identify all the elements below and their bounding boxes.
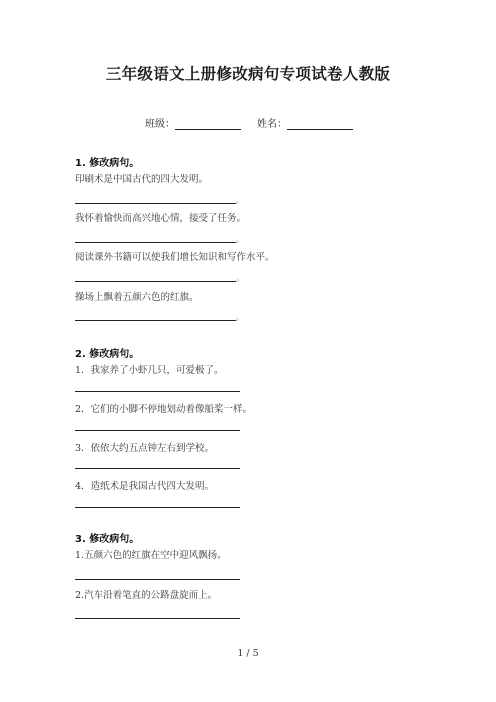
answer-line [75,618,240,619]
answer-line [75,507,240,508]
class-label: 班级： [145,119,175,130]
answer-line [75,430,240,431]
section-1-heading: 1. 修改病句。 [75,158,140,169]
answer-line [75,468,240,469]
section-2-heading: 2. 修改病句。 [75,349,140,360]
end-mark: 。 [236,274,244,283]
page-number: 1 / 5 [237,648,259,659]
name-blank [287,119,353,130]
answer-line [75,391,240,392]
end-mark: 。 [236,235,244,244]
section-3-item-2: 2.汽车沿着笔直的公路盘旋而上。 [75,590,218,601]
section-1-item-2: 我怀着愉快而高兴地心情，接受了任务。 [75,213,247,224]
section-2-item-1: 1．我家养了小虾几只，可爱极了。 [75,365,224,376]
end-mark: 。 [236,196,244,205]
student-info [145,115,369,130]
answer-line [75,579,240,580]
class-blank [175,119,241,130]
section-3-item-1: 1.五颜六色的红旗在空中迎风飘扬。 [75,550,227,561]
section-3-heading: 3. 修改病句。 [75,534,140,545]
answer-line [75,320,236,321]
section-1-item-4: 操场上飘着五颜六色的红旗。 [75,292,199,303]
name-label: 姓名： [257,119,287,130]
section-2-item-4: 4．造纸术是我国古代四大发明。 [75,481,215,492]
section-2-item-3: 3．依依大约五点钟左右到学校。 [75,443,215,454]
end-mark: 。 [236,313,244,322]
answer-line [75,281,236,282]
section-2-item-2: 2．它们的小脚不停地划动着像船桨一样。 [75,404,253,415]
section-1-item-3: 阅读课外书籍可以使我们增长知识和写作水平。 [75,252,275,263]
answer-line [75,203,236,204]
answer-line [75,242,236,243]
section-1-item-1: 印刷术是中国古代的四大发明。 [75,174,209,185]
page-title: 三年级语文上册修改病句专项试卷人教版 [105,65,391,83]
